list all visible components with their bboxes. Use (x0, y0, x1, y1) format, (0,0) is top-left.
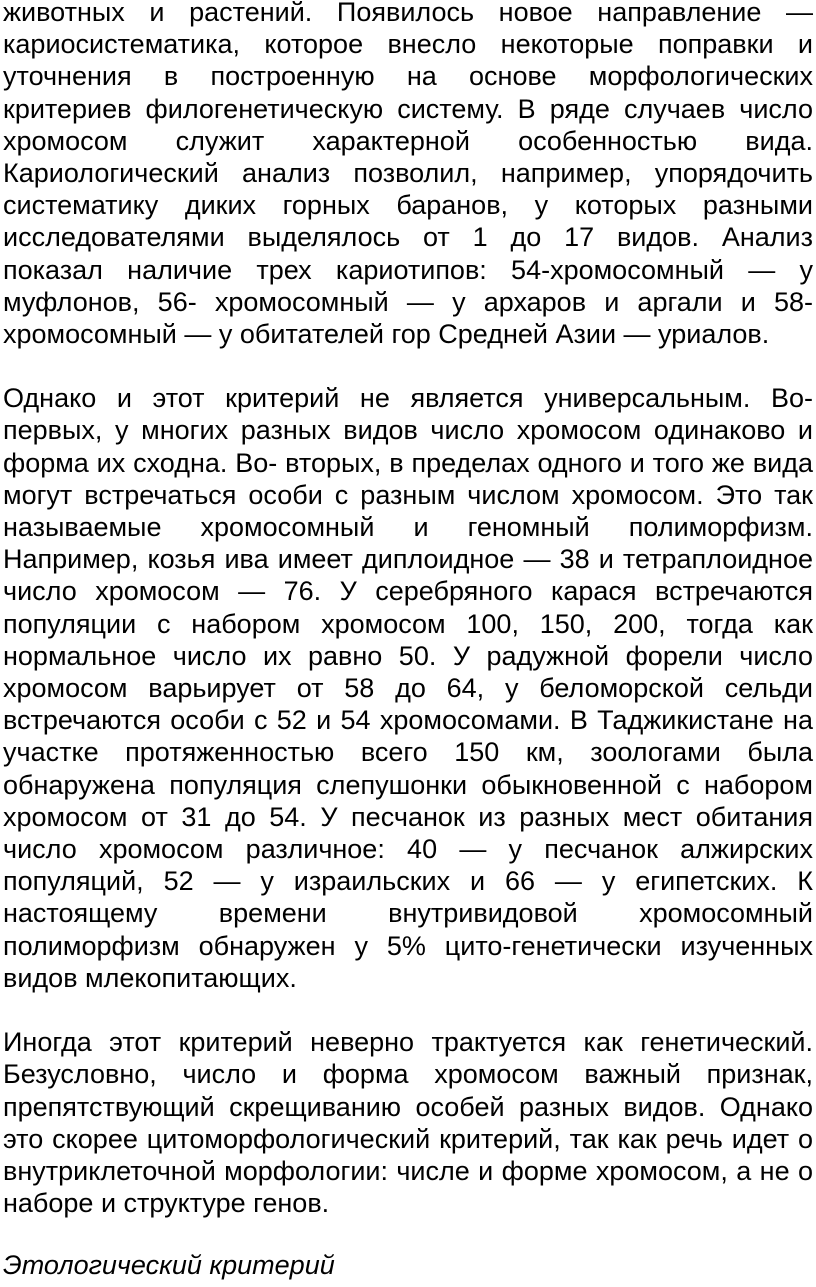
paragraph-polymorphism: Однако и этот критерий не является универсальным. Во-первых, у многих разных видов число хромосом одинаково и форма их сходна. Во- вторых, в пределах одного и того же вида могут встречаться особи с разным числом хромосом. Это так называемые хромосомный и геномный полиморфизм. Например, козья ива имеет диплоидное — 38 и тетраплоидное число хромосом — 76. У серебряного карася встречаются популяции с набором хромосом 100, 150, 200, тогда как нормальное число их равно 50. У радужной форели число хромосом варьирует от 58 до 64, у беломорской сельди встречаются особи с 52 и 54 хромосомами. В Таджикистане на участке протяженностью всего 150 км, зоологами была обнаружена популяция слепушонки обыкновенной с набором хромосом от 31 до 54. У песчанок из разных мест обитания число хромосом различное: 40 — у песчанок алжирских популяций, 52 — у израильских и 66 — у египетских. К настоящему времени внутривидовой хромосомный полиморфизм обнаружен у 5% цито-генетически изученных видов млекопитающих. (3, 383, 813, 993)
section-heading: Этологический критерий (3, 1250, 335, 1281)
paragraph-cytomorphological: Иногда этот критерий неверно трактуется как генетический. Безусловно, число и форма хромосом важный признак, препятствующий скрещиванию особей разных видов. Однако это скорее цитоморфологический критерий, так как речь идет о внутриклеточной морфологии: числе и форме хромосом, а не о наборе и структуре генов. (3, 1027, 813, 1219)
paragraph-karyosystematics: животных и растений. Появилось новое направление — кариосистематика, которое внесло некоторые поправки и уточнения в построенную на основе морфологических критериев филогенетическую систему. В ряде случаев число хромосом служит характерной особенностью вида. Кариологический анализ позволил, например, упорядочить систематику диких горных баранов, у которых разными исследователями выделялось от 1 до 17 видов. Анализ показал наличие трех кариотипов: 54-хромосомный — у муфлонов, 56- хромосомный — у архаров и аргали и 58-хромосомный — у обитателей гор Средней Азии — уриалов. (3, 0, 813, 350)
document-page (3, 0, 813, 1282)
